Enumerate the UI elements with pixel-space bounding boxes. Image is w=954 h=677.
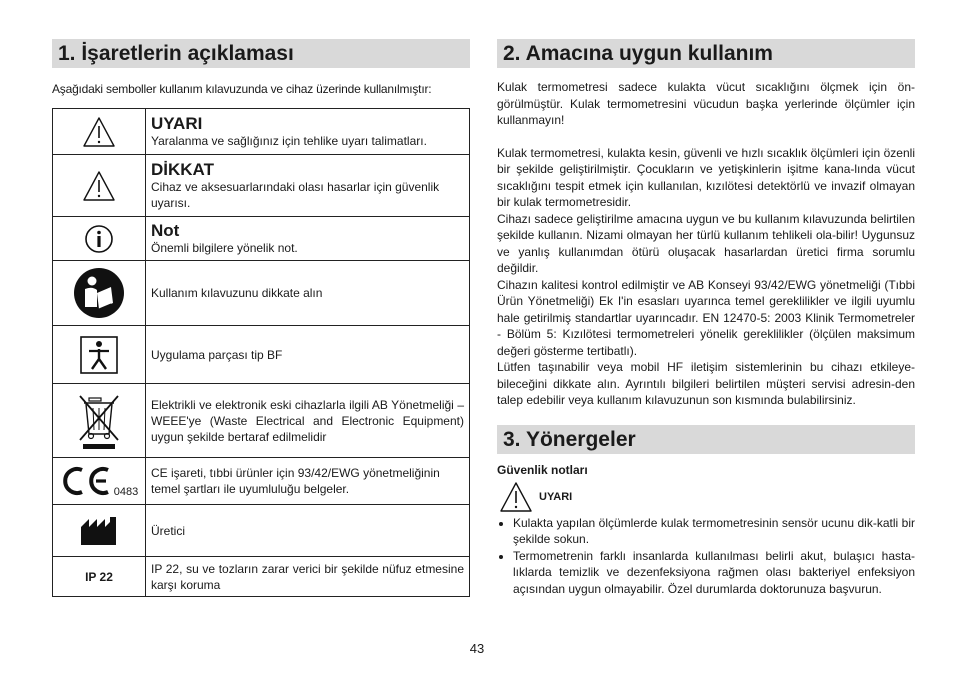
bf-applied-part-icon (79, 335, 119, 375)
list-item: • Termometrenin farklı insanlarda kullanılması belirli akut, bulaşıcı hasta-lıklarda temizlik ve dezenfeksiyona rağmen olası bakteriyel enfeksiyon açısından uygun olmayabilir. Özel durumlarda doktorunuza başvurun. (513, 548, 915, 598)
warning-label: UYARI (539, 490, 573, 503)
table-row (53, 505, 470, 557)
row-text: IP 22, su ve tozların zarar verici bir şekilde nüfuz etmesine karşı koruma (146, 557, 470, 597)
list-item: • Kulakta yapılan ölçümlerde kulak termometresinin sensör ucunu dik-katli bir şekilde sokun. (513, 515, 915, 548)
safety-bullet-list (497, 515, 915, 598)
paragraph: Kulak termometresi, kulakta kesin, güvenli ve hızlı sıcaklık ölçümleri için özenli bir şekilde geliştirilmiştir. Çocukların ve yetişkinlerin işitme kana-lında vücut sıcaklığını tespit etmek için kullanılan, kızılötesi detektörlü ve invazif olmayan bir kulak termometresidir. (497, 145, 915, 209)
row-text: Cihaz ve aksesuarlarındaki olası hasarlar için güvenlik uyarısı. (151, 180, 440, 210)
weee-bin-icon (77, 392, 121, 450)
row-text: Kullanım kılavuzunu dikkate alın (146, 261, 470, 326)
row-text: CE işareti, tıbbi ürünler için 93/42/EWG yönetmeliğinin temel şartları ile uyumluluğu belgeler. (146, 458, 470, 505)
ce-mark-icon (60, 466, 112, 496)
table-row (53, 326, 470, 384)
row-title: Not (151, 221, 180, 240)
table-row (53, 384, 470, 458)
section-3-heading: 3. Yönergeler (497, 425, 915, 454)
paragraph: Cihazın kalitesi kontrol edilmiştir ve AB Konseyi 93/42/EWG yönetmeliği (Tıbbi Ürün Yönetmeliği) Ek I'in esasları uyarınca temel gereklilikler ve ilgili uyumlu hale getirilmiş standartlar uyarıncadır. EN 12470-5: 2003 Klinik Termometreler - Bölüm 5: Kızılötesi termometreleri yönelik gereklilikler (ölçülen maksimum değeri gösterme tertibatlı). (497, 277, 915, 358)
ip-rating-label: IP 22 (85, 569, 113, 584)
table-row (53, 217, 470, 261)
paragraph: Cihazı sadece geliştirilme amacına uygun ve bu kullanım kılavuzunda belirtilen şekilde kullanın. Nizami olmayan her türlü kullanım tehlikeli ola-bilir! Uygunsuz ve yanlış kullanımdan ötürü oluşacak hasarlardan üretici firma sorumlu değildir. (497, 211, 915, 275)
info-icon (84, 224, 114, 254)
row-text: Yaralanma ve sağlığınız için tehlike uyarı talimatları. (151, 134, 427, 148)
row-text: Önemli bilgilere yönelik not. (151, 241, 298, 255)
symbols-intro: Aşağıdaki semboller kullanım kılavuzunda ve cihaz üzerinde kullanılmıştır: (52, 82, 432, 96)
right-column (497, 39, 915, 597)
read-manual-icon (73, 267, 125, 319)
row-text: Üretici (146, 505, 470, 557)
table-row (53, 261, 470, 326)
symbols-table (52, 108, 470, 597)
safety-notes-title: Güvenlik notları (497, 462, 588, 477)
warning-triangle-icon (82, 116, 116, 148)
paragraph: Kulak termometresi sadece kulakta vücut sıcaklığını ölçmek için ön-görülmüştür. Kulak termometresini vücudun başka yerlerinde ölçümler için kullanmayın! (497, 80, 915, 127)
row-text: Elektrikli ve elektronik eski cihazlarla ilgili AB Yönetmeliği – WEEE'ye (Waste Electrical and Electronic Equipment) uygun şekilde bertaraf edilmelidir (146, 384, 470, 458)
warning-triangle-icon (82, 170, 116, 202)
table-row (53, 155, 470, 217)
warning-label-row (497, 481, 915, 513)
section-1-heading: 1. İşaretlerin açıklaması (52, 39, 470, 68)
section-2-heading: 2. Amacına uygun kullanım (497, 39, 915, 68)
row-text: Uygulama parçası tip BF (146, 326, 470, 384)
table-row (53, 557, 470, 597)
page-number: 43 (469, 641, 485, 656)
left-column (52, 39, 470, 597)
table-row (53, 109, 470, 155)
paragraph: Lütfen taşınabilir veya mobil HF iletişim sistemlerinin bu cihazı etkileye-bileceğini dikkate alın. Ayrıntılı bilgileri belirtilen müşteri servisi adresin-den talep edebilir veya kullanım kılavuzunun son kısmında bulabilirsiniz. (497, 360, 915, 407)
row-title: DİKKAT (151, 160, 214, 179)
manufacturer-icon (79, 515, 119, 547)
table-row (53, 458, 470, 505)
notified-body-number: 0483 (113, 486, 139, 498)
row-title: UYARI (151, 114, 203, 133)
warning-triangle-icon (499, 481, 533, 513)
